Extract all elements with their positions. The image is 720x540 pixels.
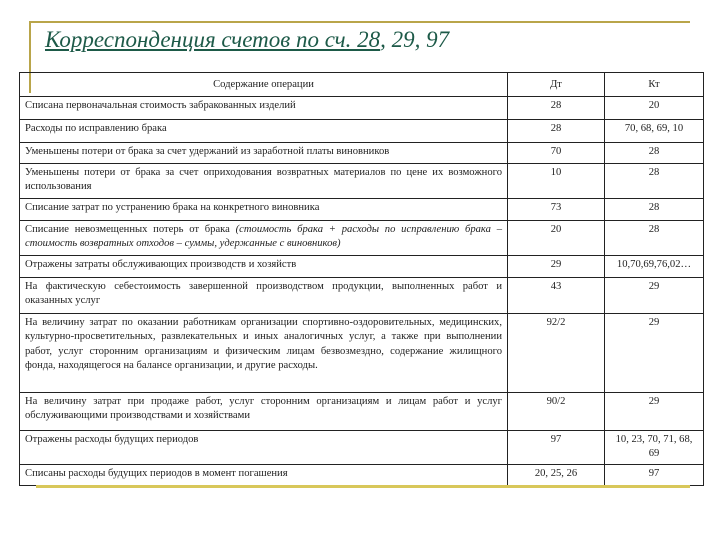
debit-cell: 97 xyxy=(508,430,605,464)
table-row xyxy=(20,142,704,163)
accounts-table xyxy=(19,72,704,486)
operation-cell: На величину затрат при продаже работ, услуг сторонним организациям и лицам работ и услуг обслуживающими производствами и хозяйствами xyxy=(20,392,508,430)
page-title: Корреспонденция счетов по сч. 28, 29, 97 xyxy=(45,27,450,52)
table-row xyxy=(20,96,704,119)
debit-cell: 20 xyxy=(508,220,605,255)
debit-cell: 28 xyxy=(508,96,605,119)
table-row xyxy=(20,313,704,392)
operation-cell: Отражены затраты обслуживающих производств и хозяйств xyxy=(20,255,508,277)
debit-cell: 29 xyxy=(508,255,605,277)
credit-cell: 28 xyxy=(605,198,704,220)
operation-cell: Уменьшены потери от брака за счет удержаний из заработной платы виновников xyxy=(20,142,508,163)
table-row xyxy=(20,163,704,198)
decorative-bottom-line xyxy=(36,485,690,488)
credit-cell: 10,70,69,76,02… xyxy=(605,255,704,277)
table-row xyxy=(20,464,704,485)
debit-cell: 92/2 xyxy=(508,313,605,392)
debit-cell: 70 xyxy=(508,142,605,163)
debit-cell: 10 xyxy=(508,163,605,198)
credit-cell: 29 xyxy=(605,392,704,430)
credit-cell: 97 xyxy=(605,464,704,485)
operation-cell: На фактическую себестоимость завершенной производством продукции, выполненных работ и оказанных услуг xyxy=(20,277,508,313)
header-credit: Кт xyxy=(605,73,704,97)
table-row xyxy=(20,430,704,464)
table-row xyxy=(20,255,704,277)
credit-cell: 70, 68, 69, 10 xyxy=(605,119,704,142)
credit-cell: 10, 23, 70, 71, 68, 69 xyxy=(605,430,704,464)
debit-cell: 20, 25, 26 xyxy=(508,464,605,485)
decorative-top-line xyxy=(30,21,690,23)
debit-cell: 90/2 xyxy=(508,392,605,430)
credit-cell: 28 xyxy=(605,142,704,163)
table-row xyxy=(20,392,704,430)
operation-cell: Отражены расходы будущих периодов xyxy=(20,430,508,464)
table-row xyxy=(20,277,704,313)
credit-cell: 28 xyxy=(605,163,704,198)
debit-cell: 43 xyxy=(508,277,605,313)
operation-cell: Уменьшены потери от брака за счет оприходования возвратных материалов по цене их возможного использования xyxy=(20,163,508,198)
table-row xyxy=(20,119,704,142)
debit-cell: 73 xyxy=(508,198,605,220)
table-row xyxy=(20,220,704,255)
operation-cell: Списание затрат по устранению брака на конкретного виновника xyxy=(20,198,508,220)
credit-cell: 20 xyxy=(605,96,704,119)
header-debit: Дт xyxy=(508,73,605,97)
credit-cell: 28 xyxy=(605,220,704,255)
header-operation: Содержание операции xyxy=(20,73,508,97)
operation-cell: На величину затрат по оказании работникам организации спортивно-оздоровительных, медицинских, культурно-просветительных, развлекательных и иных аналогичных услуг, а также при выполнении работ, услуг сторонним организациям и физическим лицам безвозмездно, содержание жилищного фонда, находящегося на балансе организации, и другие расходы. xyxy=(20,313,508,392)
credit-cell: 29 xyxy=(605,313,704,392)
operation-cell: Списаны расходы будущих периодов в момент погашения xyxy=(20,464,508,485)
table-row xyxy=(20,198,704,220)
operation-cell: Списание невозмещенных потерь от брака (стоимость брака + расходы по исправлению брака – стоимость возвратных отходов – суммы, удержанные с виновников) xyxy=(20,220,508,255)
credit-cell: 29 xyxy=(605,277,704,313)
table-header-row xyxy=(20,73,704,97)
debit-cell: 28 xyxy=(508,119,605,142)
operation-cell: Списана первоначальная стоимость забракованных изделий xyxy=(20,96,508,119)
operation-cell: Расходы по исправлению брака xyxy=(20,119,508,142)
